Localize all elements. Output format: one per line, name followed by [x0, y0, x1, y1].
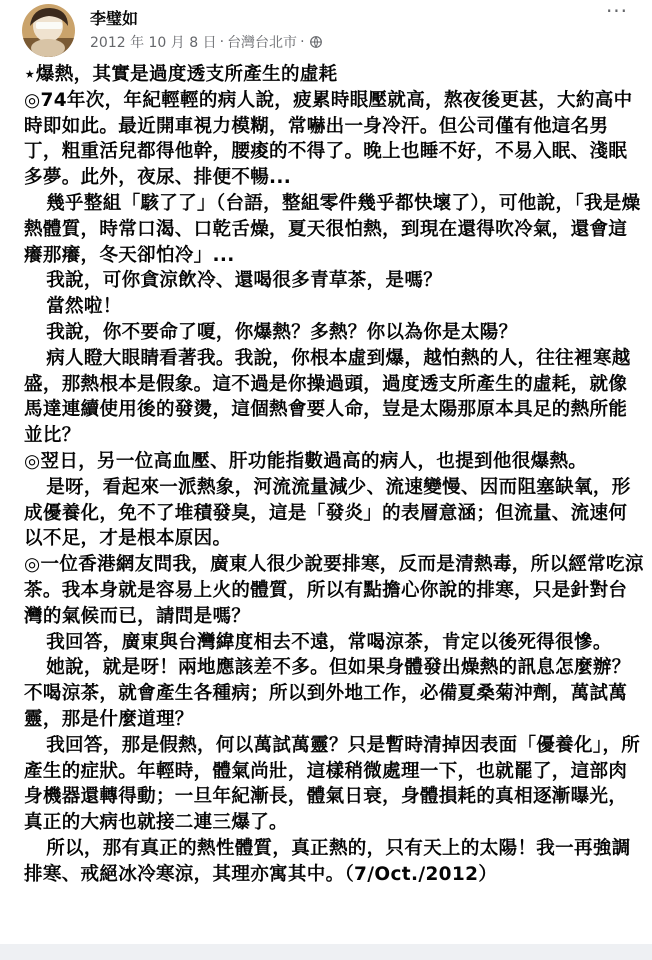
post-paragraph: ◎74年次，年紀輕輕的病人說，疲累時眼壓就高，熬夜後更甚，大約高中時即如此。最近開車視力模糊，常嚇出一身冷汗。但公司僅有他這名男丁，粗重活兒都得他幹，腰痠的不得了。晚上也睡不好，不易入眠、淺眠多夢。此外，夜尿、排便不暢...: [24, 89, 633, 189]
post-date[interactable]: 2012 年 10 月 8 日: [90, 35, 217, 51]
post-meta: [90, 32, 322, 52]
post-paragraph: 病人瞪大眼睛看著我。我說，你根本虛到爆，越怕熱的人，往往裡寒越盛，那熱根本是假象。這不過是你操過頭，過度透支所產生的虛耗，就像馬達連續使用後的發燙，這個熱會要人命，豈是太陽那原本具足的熱所能並比？: [24, 347, 631, 447]
post-body: [24, 62, 644, 888]
post-paragraph: 是呀，看起來一派熱象，河流流量減少、流速變慢、因而阻塞缺氧，形成優養化，免不了堆積發臭，這是「發炎」的表層意涵；但流量、流速何以不足，才是根本原因。: [24, 476, 631, 550]
author-name[interactable]: 李璧如: [90, 9, 139, 28]
post-divider: [0, 944, 652, 960]
globe-icon: [310, 36, 322, 48]
post-paragraph: 我回答，廣東與台灣緯度相去不遠，常喝涼茶，肯定以後死得很慘。: [46, 631, 612, 653]
post-paragraph: 她說，就是呀！兩地應該差不多。但如果身體發出燥熱的訊息怎麼辦？不喝涼茶，就會產生各種病；所以到外地工作，必備夏桑菊沖劑，萬試萬靈，那是什麼道理？: [24, 657, 631, 730]
post-paragraph: 當然啦！: [46, 296, 122, 318]
more-options-icon[interactable]: ···: [605, 0, 629, 23]
post-paragraph: 我說，可你貪涼飲冷、還喝很多青草茶，是嗎？: [46, 270, 443, 292]
avatar[interactable]: [22, 4, 75, 57]
post-paragraph: ◎翌日，另一位高血壓、肝功能指數過高的病人，也提到他很爆熱。: [24, 450, 588, 472]
post-location[interactable]: 台灣台北市: [227, 35, 298, 51]
meta-separator: ·: [219, 34, 225, 50]
meta-separator-2: ·: [300, 34, 305, 50]
post-paragraph: 幾乎整組「駭了了」（台語，整組零件幾乎都快壞了），可他說，「我是燥熱體質，時常口渴、口乾舌燥，夏天很怕熱，到現在還得吹冷氣，還會這癢那癢，冬天卻怕冷」...: [24, 192, 641, 266]
post-paragraph: 所以，那有真正的熱性體質，真正熱的，只有天上的太陽！我一再強調排寒、戒絕冰冷寒涼，其理亦寓其中。（7/Oct./2012）: [24, 837, 631, 885]
post-paragraph: ◎一位香港網友問我，廣東人很少說要排寒，反而是清熱毒，所以經常吃涼茶。我本身就是容易上火的體質，所以有點擔心你說的排寒，只是針對台灣的氣候而已，請問是嗎？: [24, 554, 644, 627]
post-header: [0, 0, 652, 62]
post-paragraph: 我說，你不要命了嗄，你爆熱？多熱？你以為你是太陽？: [46, 321, 518, 343]
post-paragraph: 我回答，那是假熱，何以萬試萬靈？只是暫時清掉因表面「優養化」，所產生的症狀。年輕時，體氣尚壯，這樣稍微處理一下，也就罷了，這部肉身機器還轉得動；一旦年紀漸長，體氣日衰，身體損耗的真相逐漸曝光，真正的大病也就接二連三爆了。: [24, 734, 641, 834]
post-paragraph: ⋆爆熱，其實是過度透支所產生的虛耗: [24, 64, 338, 85]
